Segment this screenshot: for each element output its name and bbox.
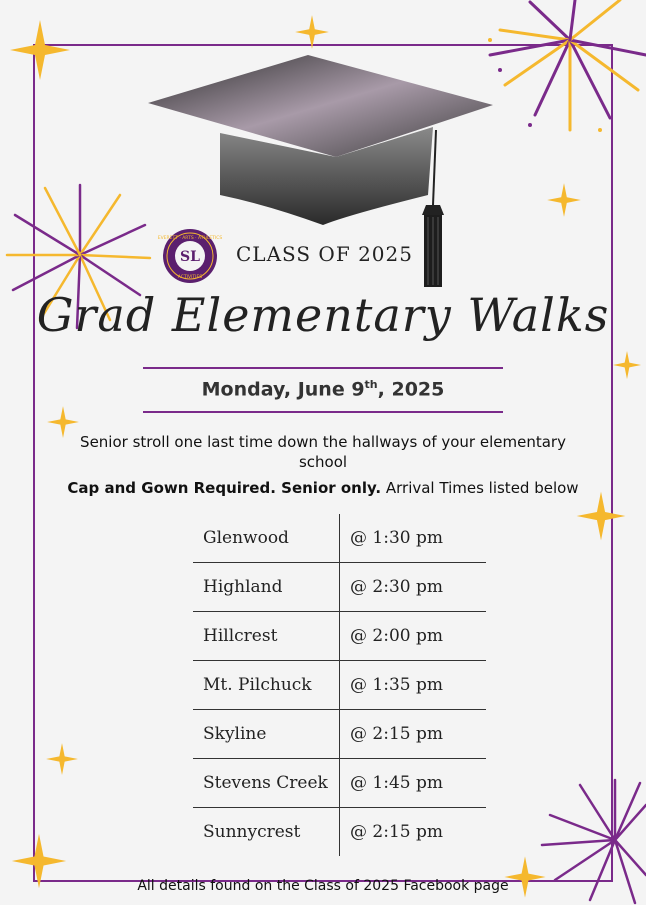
svg-text:SL: SL <box>180 249 200 265</box>
divider <box>143 367 503 369</box>
divider <box>143 411 503 413</box>
school-name: Sunnycrest <box>193 808 340 857</box>
firework-top-right-icon <box>470 0 646 140</box>
table-row <box>193 710 486 759</box>
footer-note: All details found on the Class of 2025 Facebook page <box>137 878 509 894</box>
requirement-text: Cap and Gown Required. Senior only. Arrival Times listed below <box>67 479 579 497</box>
event-description: Senior stroll one last time down the hallways of your elementary school <box>80 433 566 471</box>
sparkle-icon <box>575 490 627 542</box>
sparkle-icon <box>8 18 72 82</box>
school-name: Skyline <box>193 710 340 759</box>
sparkle-icon <box>45 742 79 776</box>
arrival-time: @ 2:00 pm <box>340 612 487 661</box>
table-row <box>193 808 486 857</box>
school-name: Stevens Creek <box>193 759 340 808</box>
table-row <box>193 563 486 612</box>
arrival-time: @ 1:35 pm <box>340 661 487 710</box>
table-row <box>193 612 486 661</box>
arrival-time: @ 1:30 pm <box>340 514 487 563</box>
school-name: Hillcrest <box>193 612 340 661</box>
event-date: Monday, June 9th, 2025 <box>201 378 445 401</box>
arrival-time: @ 2:15 pm <box>340 710 487 759</box>
arrival-time: @ 2:15 pm <box>350 822 443 842</box>
arrival-time: @ 2:30 pm <box>340 563 487 612</box>
school-seal-icon <box>157 228 223 284</box>
sparkle-icon <box>294 14 330 50</box>
arrival-time: @ 1:45 pm <box>340 759 487 808</box>
sparkle-icon <box>612 350 642 380</box>
schedule-table <box>193 514 486 856</box>
school-name: Glenwood <box>193 514 340 563</box>
sparkle-icon <box>546 182 582 218</box>
table-row <box>193 759 486 808</box>
school-name: Mt. Pilchuck <box>193 661 340 710</box>
table-row <box>193 514 486 563</box>
svg-text:ACTIVITIES: ACTIVITIES <box>177 275 203 280</box>
svg-text:EVERETT · ARTS · ATHLETICS: EVERETT · ARTS · ATHLETICS <box>157 236 223 241</box>
event-title: Grad Elementary Walks <box>36 288 610 342</box>
school-name: Highland <box>193 563 340 612</box>
table-row <box>193 661 486 710</box>
class-of-heading: CLASS OF 2025 <box>236 242 413 266</box>
